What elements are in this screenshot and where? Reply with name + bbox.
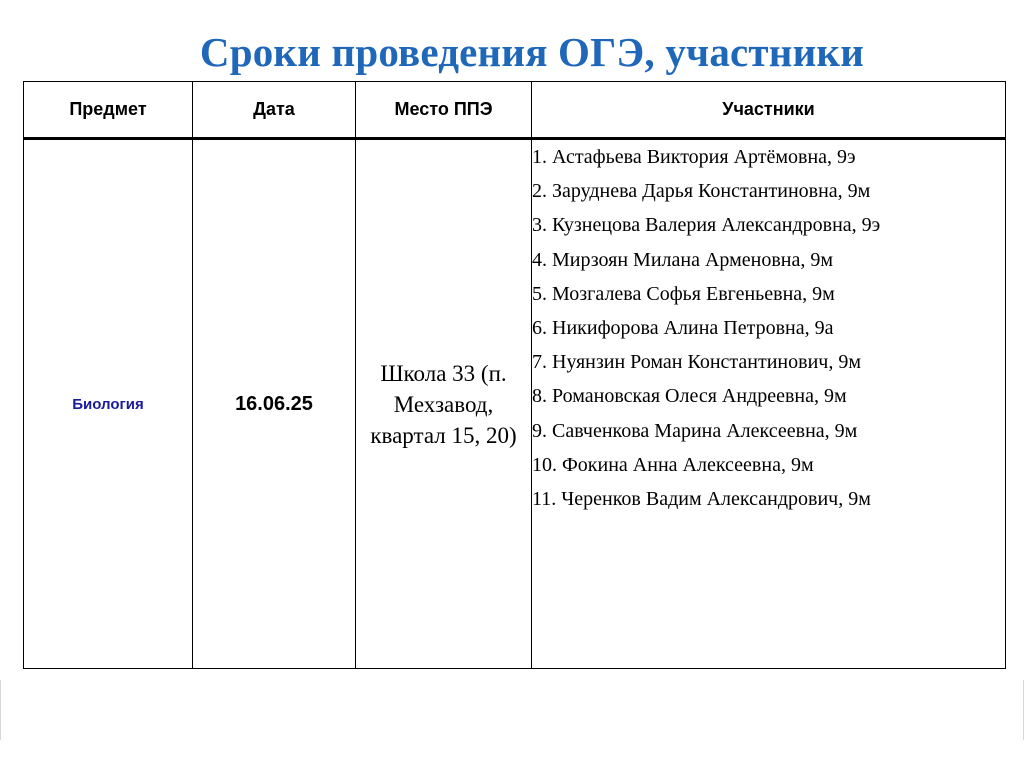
participant-item: 7. Нуянзин Роман Константинович, 9м <box>532 351 861 374</box>
participant-item: 5. Мозгалева Софья Евгеньевна, 9м <box>532 282 835 305</box>
subject-cell: Биология <box>24 139 193 669</box>
participant-list <box>532 140 1005 516</box>
participant-item: 4. Мирзоян Милана Арменовна, 9м <box>532 248 834 271</box>
participant-item: 3. Кузнецова Валерия Александровна, 9э <box>532 214 881 237</box>
header-row <box>24 82 1006 139</box>
exam-schedule-table <box>23 81 1006 669</box>
header-subject: Предмет <box>24 82 193 139</box>
header-participants: Участники <box>532 82 1006 139</box>
slide-title: Сроки проведения ОГЭ, участники <box>199 29 865 75</box>
place-cell: Школа 33 (п. Мехзавод, квартал 15, 20) <box>356 139 532 669</box>
table-body <box>24 139 1006 669</box>
participants-cell <box>532 139 1006 669</box>
participant-item: 10. Фокина Анна Алексеевна, 9м <box>532 453 814 476</box>
table-header <box>24 82 1006 139</box>
participant-item: 11. Черенков Вадим Александрович, 9м <box>532 487 871 510</box>
participant-item: 1. Астафьева Виктория Артёмовна, 9э <box>532 146 856 168</box>
frame-edge-left <box>0 680 1 740</box>
header-date: Дата <box>193 82 356 139</box>
participant-item: 9. Савченкова Марина Алексеевна, 9м <box>532 419 858 442</box>
table-row <box>24 139 1006 669</box>
participant-item: 8. Романовская Олеся Андреевна, 9м <box>532 385 847 408</box>
header-place: Место ППЭ <box>356 82 532 139</box>
participant-item: 2. Заруднева Дарья Константиновна, 9м <box>532 180 871 203</box>
date-cell: 16.06.25 <box>193 139 356 669</box>
participant-item: 6. Никифорова Алина Петровна, 9а <box>532 316 834 339</box>
